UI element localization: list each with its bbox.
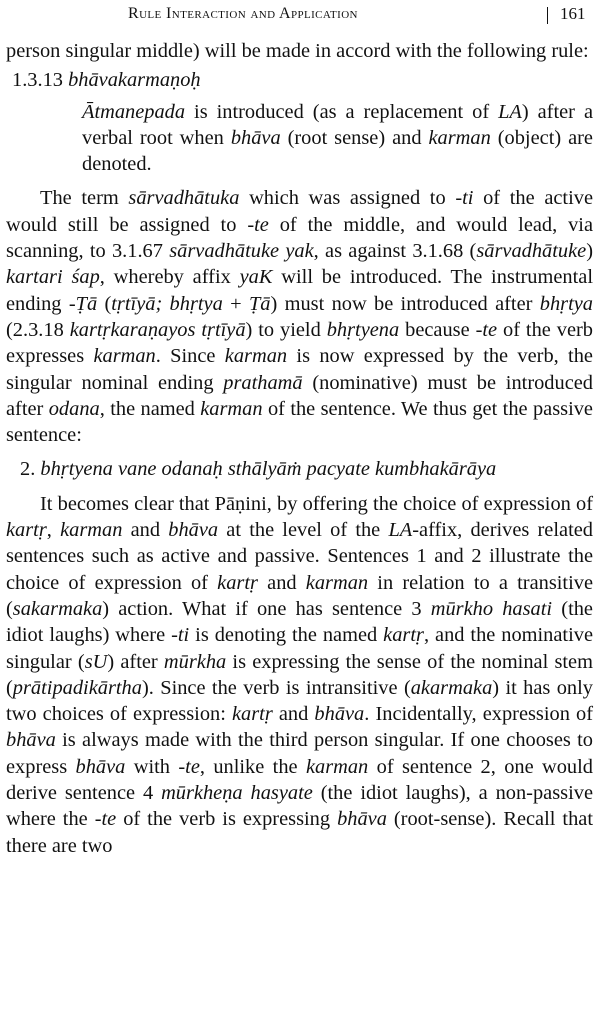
paragraph bbox=[6, 38, 593, 64]
italic-run: bhāva bbox=[75, 755, 126, 778]
italic-run: sakarmaka bbox=[12, 597, 103, 620]
text-run: ) it has only two choices of expression: bbox=[6, 676, 593, 726]
italic-run: kartṛ bbox=[383, 624, 424, 647]
text-run: of sentence 2, one would derive sentence 4 bbox=[6, 755, 593, 805]
text-run: of the active would still be assigned to bbox=[6, 187, 593, 236]
italic-run: tṛtīyā; bhṛtya bbox=[111, 292, 223, 315]
text-run: ( bbox=[97, 292, 112, 315]
italic-run: -ti bbox=[171, 624, 190, 647]
italic-run: kartṛ bbox=[231, 703, 273, 726]
text-run: is now expressed by the verb, the singular nominal ending bbox=[6, 345, 593, 394]
header-divider bbox=[547, 7, 548, 24]
text-run: will be introduced. The instrumental ending bbox=[6, 266, 593, 315]
paragraph bbox=[6, 491, 593, 859]
text-run: . Since bbox=[155, 345, 225, 368]
text-run: (the idiot laughs), a non-passive where the bbox=[6, 782, 594, 831]
text-run: of the verb is expressing bbox=[116, 808, 338, 831]
text-run: which was assigned to bbox=[239, 187, 456, 210]
italic-run: yaK bbox=[239, 266, 273, 289]
italic-run: -te bbox=[475, 318, 498, 341]
text-run: of the verb expresses bbox=[6, 318, 593, 368]
italic-run: kartari śap bbox=[6, 266, 100, 289]
page-header bbox=[0, 2, 600, 28]
italic-run: sārvadhātuke yak bbox=[169, 240, 314, 263]
text-run: of the middle, and would lead, via scanning, to 3.1.67 bbox=[6, 213, 594, 263]
text-run: -affix, derives related sentences such as active and passive. Sentences 1 and 2 illustrate the choice of expression of bbox=[6, 519, 593, 594]
text-run: at the level of the bbox=[218, 519, 389, 542]
text-run: 1.3.13 bbox=[12, 69, 69, 92]
italic-run: kartṛ bbox=[6, 519, 47, 542]
italic-run: kartṛkaraṇayos tṛtīyā bbox=[69, 318, 246, 341]
text-run: It becomes clear that Pāṇini, by offering the choice of expression of bbox=[40, 492, 593, 515]
paragraph bbox=[6, 185, 593, 448]
text-run: is introduced (as a replacement of bbox=[185, 100, 499, 123]
italic-run: sU bbox=[84, 650, 108, 673]
text-run: (root sense) and bbox=[280, 126, 429, 149]
italic-run: karman bbox=[200, 397, 263, 420]
text-run: person singular middle) will be made in accord with the following rule: bbox=[6, 40, 589, 62]
text-run: is denoting the named bbox=[189, 624, 384, 647]
italic-run: LA bbox=[388, 519, 413, 542]
italic-run: Ṭā bbox=[248, 292, 271, 315]
text-run: (nominative) must be introduced after bbox=[6, 371, 593, 420]
italic-run: mūrkha bbox=[163, 650, 227, 673]
body-text bbox=[6, 38, 593, 859]
italic-run: -te bbox=[178, 755, 200, 778]
text-run: because bbox=[399, 318, 476, 341]
text-run: (object) are denoted. bbox=[82, 126, 593, 176]
text-run: (root-sense). Recall that there are two bbox=[6, 808, 593, 857]
text-run: of the sentence. We thus get the passive sentence: bbox=[6, 397, 593, 447]
italic-run: bhṛtya bbox=[539, 292, 593, 315]
text-run: . Incidentally, expression of bbox=[364, 703, 594, 726]
italic-run: Ātmanepada bbox=[82, 100, 186, 123]
text-run: and bbox=[122, 519, 169, 542]
italic-run: mūrkheṇa hasyate bbox=[161, 782, 313, 805]
text-run: is expressing the sense of the nominal stem ( bbox=[6, 650, 593, 699]
paragraph bbox=[20, 456, 593, 482]
text-run: ). Since the verb is intransitive ( bbox=[141, 676, 411, 699]
text-run: , as against 3.1.68 ( bbox=[313, 240, 477, 263]
text-run: (the idiot laughs) where bbox=[6, 597, 593, 647]
text-run: + bbox=[222, 292, 249, 315]
italic-run: karman bbox=[60, 519, 123, 542]
text-run: , bbox=[46, 519, 61, 542]
text-run: , unlike the bbox=[199, 755, 306, 778]
italic-run: akarmaka bbox=[410, 676, 493, 699]
paragraph bbox=[12, 67, 593, 93]
italic-run: karman bbox=[428, 126, 491, 149]
text-run: ) to yield bbox=[245, 318, 327, 341]
text-run: ) after bbox=[107, 650, 164, 673]
italic-run: -te bbox=[247, 213, 269, 236]
italic-run: karman bbox=[305, 755, 369, 778]
text-run: and bbox=[272, 703, 315, 726]
italic-run: kartṛ bbox=[217, 571, 258, 594]
italic-run: sārvadhātuke bbox=[476, 240, 587, 263]
italic-run: bhāva bbox=[168, 519, 219, 542]
italic-run: bhāvakarmaṇoḥ bbox=[68, 69, 201, 92]
italic-run: bhāva bbox=[314, 703, 365, 726]
text-run: , and the nominative singular ( bbox=[6, 624, 593, 673]
text-run: and bbox=[257, 571, 306, 594]
text-run: 2. bbox=[20, 458, 41, 481]
italic-run: prātipadikārtha bbox=[12, 676, 142, 699]
text-run: The term bbox=[40, 187, 129, 210]
text-run: ) must now be introduced after bbox=[270, 292, 540, 315]
italic-run: karman bbox=[224, 345, 288, 368]
text-run: , whereby affix bbox=[99, 266, 240, 289]
italic-run: -te bbox=[94, 808, 117, 831]
italic-run: -Ṭā bbox=[68, 292, 98, 315]
italic-run: bhāva bbox=[337, 808, 387, 831]
text-run: , the named bbox=[99, 397, 201, 420]
running-head: Rule Interaction and Application bbox=[128, 5, 358, 22]
italic-run: karman bbox=[93, 345, 156, 368]
italic-run: odana bbox=[48, 397, 100, 420]
italic-run: bhṛtyena vane odanaḥ sthālyāṁ pacyate kumbhakārāya bbox=[40, 458, 497, 481]
page-number: 161 bbox=[560, 4, 586, 23]
italic-run: -ti bbox=[455, 187, 474, 210]
text-run: ) action. What if one has sentence 3 bbox=[102, 597, 431, 620]
italic-run: mūrkho hasati bbox=[430, 597, 553, 620]
text-run: ) bbox=[586, 240, 594, 263]
italic-run: bhāva bbox=[6, 729, 56, 752]
italic-run: prathamā bbox=[223, 371, 303, 394]
text-run: with bbox=[125, 755, 179, 778]
paragraph bbox=[82, 99, 593, 178]
text-run: ) after a verbal root when bbox=[82, 100, 593, 149]
italic-run: bhāva bbox=[230, 126, 281, 149]
italic-run: LA bbox=[498, 100, 522, 123]
italic-run: sārvadhātuka bbox=[128, 187, 240, 210]
italic-run: bhṛtyena bbox=[326, 318, 400, 341]
text-run: (2.3.18 bbox=[6, 318, 70, 341]
italic-run: karman bbox=[305, 571, 369, 594]
text-run: is always made with the third person singular. If one chooses to express bbox=[6, 729, 593, 778]
text-run: in relation to a transitive ( bbox=[6, 571, 593, 620]
